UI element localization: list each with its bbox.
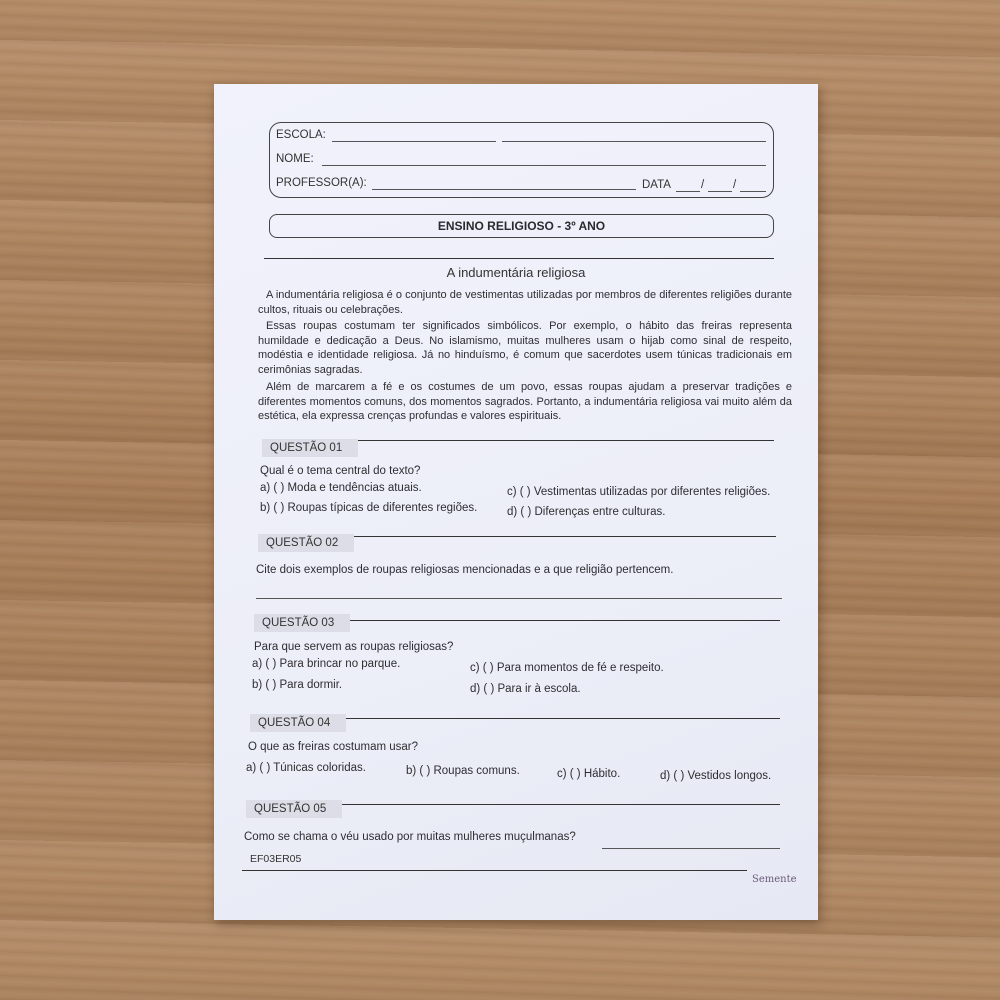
q3-option-d[interactable]: d) ( ) Para ir à escola.	[470, 683, 581, 695]
q2-prompt: Cite dois exemplos de roupas religiosas mencionadas e a que religião pertencem.	[256, 564, 674, 576]
date-month-line[interactable]	[708, 191, 732, 192]
nome-line[interactable]	[322, 165, 766, 166]
paragraph-2: Essas roupas costumam ter significados simbólicos. Por exemplo, o hábito das freiras representa humildade e dedicação a Deus. No islamismo, muitas mulheres usam o hijab como sinal de respeito, modéstia e identidade religiosa. Já no hinduísmo, é comum que sacerdotes usem túnicas tradicionais em cerimônias sagradas.	[258, 320, 792, 376]
q3-option-b[interactable]: b) ( ) Para dormir.	[252, 679, 343, 691]
q3-label: QUESTÃO 03	[254, 614, 350, 632]
q1-option-a[interactable]: a) ( ) Moda e tendências atuais.	[260, 482, 422, 494]
subject-title: ENSINO RELIGIOSO - 3º ANO	[269, 214, 774, 238]
date-separator-2: /	[733, 179, 737, 191]
q4-label: QUESTÃO 04	[250, 714, 346, 732]
footer-rule	[242, 870, 747, 871]
q4-option-b[interactable]: b) ( ) Roupas comuns.	[406, 765, 520, 777]
text-title: A indumentária religiosa	[446, 265, 586, 280]
q2-answer-line[interactable]	[256, 598, 782, 599]
date-separator-1: /	[701, 179, 705, 191]
q1-prompt: Qual é o tema central do texto?	[260, 465, 421, 477]
divider-rule	[264, 258, 774, 259]
q3-option-c[interactable]: c) ( ) Para momentos de fé e respeito.	[470, 662, 664, 674]
skill-code: EF03ER05	[250, 853, 302, 865]
q4-option-c[interactable]: c) ( ) Hábito.	[557, 768, 621, 780]
q1-label: QUESTÃO 01	[262, 439, 358, 457]
escola-line-1[interactable]	[332, 141, 496, 142]
q5-answer-line[interactable]	[602, 848, 780, 849]
q1-option-b[interactable]: b) ( ) Roupas típicas de diferentes regiões.	[260, 502, 478, 514]
q5-prompt: Como se chama o véu usado por muitas mulheres muçulmanas?	[244, 831, 576, 843]
nome-label: NOME:	[276, 153, 314, 165]
q1-option-d[interactable]: d) ( ) Diferenças entre culturas.	[507, 506, 666, 518]
q3-prompt: Para que servem as roupas religiosas?	[254, 641, 454, 653]
escola-line-2[interactable]	[502, 141, 766, 142]
professor-label: PROFESSOR(A):	[276, 177, 367, 189]
q1-option-c[interactable]: c) ( ) Vestimentas utilizadas por diferentes religiões.	[507, 486, 771, 498]
q2-label: QUESTÃO 02	[258, 534, 354, 552]
date-year-line[interactable]	[740, 191, 766, 192]
worksheet-page	[214, 84, 818, 920]
professor-line[interactable]	[372, 189, 636, 190]
escola-label: ESCOLA:	[276, 129, 326, 141]
q3-option-a[interactable]: a) ( ) Para brincar no parque.	[252, 658, 401, 670]
q4-prompt: O que as freiras costumam usar?	[248, 741, 419, 753]
paragraph-3: Além de marcarem a fé e os costumes de um povo, essas roupas ajudam a preservar tradições e diferentes momentos comuns, dos momentos sagrados. Portanto, a indumentária religiosa vai muito além da estética, ela expressa crenças profundas e valores espirituais.	[258, 381, 792, 422]
paragraph-1: A indumentária religiosa é o conjunto de vestimentas utilizadas por membros de diferentes religiões durante cultos, rituais ou celebrações.	[258, 289, 792, 316]
q4-option-a[interactable]: a) ( ) Túnicas coloridas.	[246, 762, 366, 774]
q5-label: QUESTÃO 05	[246, 800, 342, 818]
data-label: DATA	[642, 179, 671, 191]
q4-option-d[interactable]: d) ( ) Vestidos longos.	[660, 770, 772, 782]
date-day-line[interactable]	[676, 191, 700, 192]
semente-logo: Semente	[752, 874, 797, 885]
